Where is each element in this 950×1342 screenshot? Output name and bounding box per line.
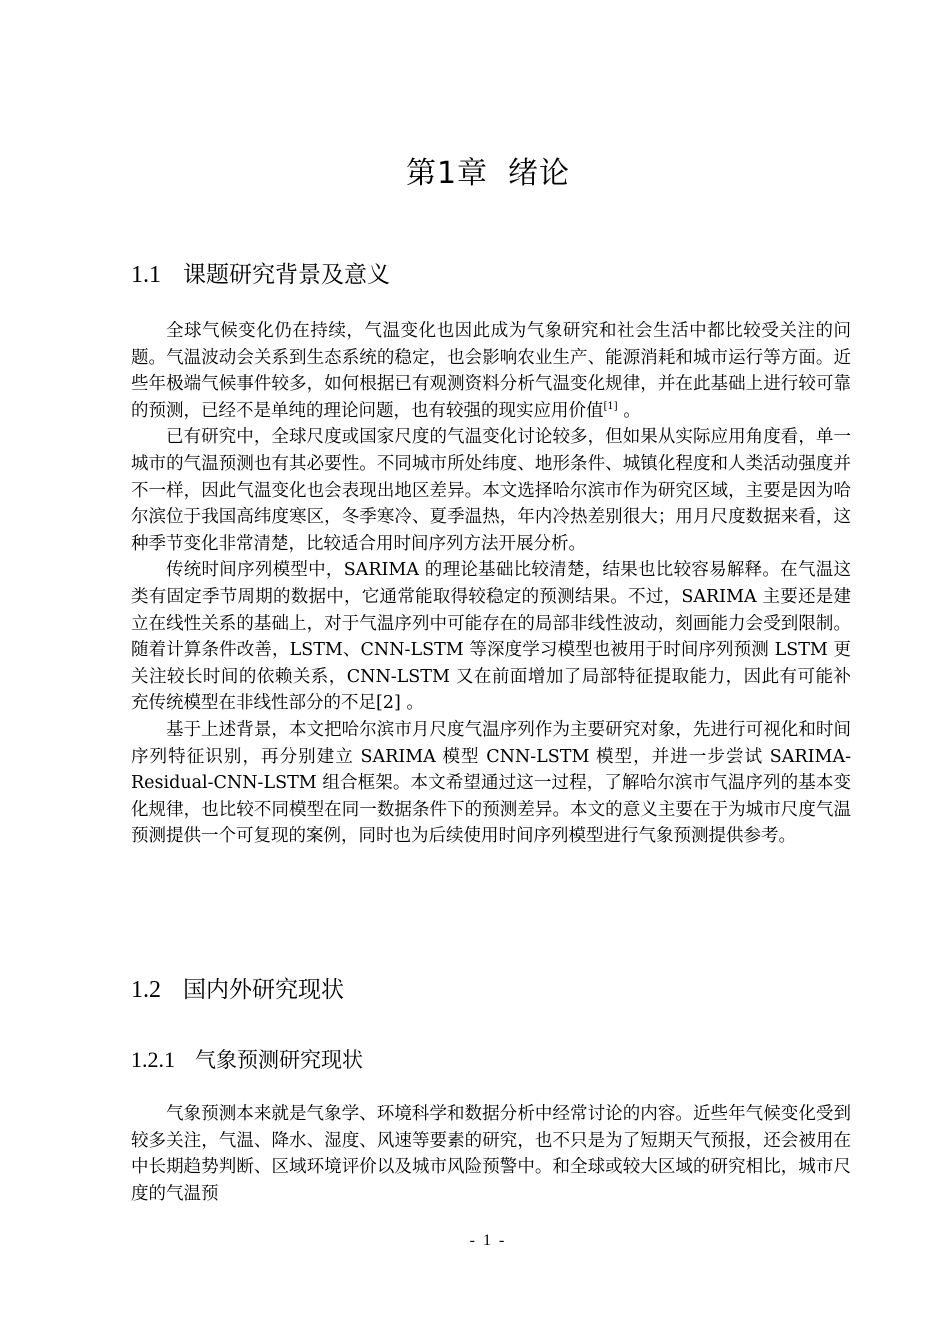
section-heading-1-1: [131, 260, 390, 290]
section-1-1-body: [131, 318, 851, 850]
section-title: 国内外研究现状: [183, 977, 344, 1003]
page-number: - 1 -: [469, 1232, 507, 1249]
subsection-number: 1.2.1: [131, 1047, 175, 1072]
paragraph: 已有研究中，全球尺度或国家尺度的气温变化讨论较多，但如果从实际应用角度看，单一城市的气温预测也有其必要性。不同城市所处纬度、地形条件、城镇化程度和人类活动强度并不一样，因此气温变化也会表现出地区差异。本文选择哈尔滨市作为研究区域，主要是因为哈尔滨位于我国高纬度寒区，冬季寒冷、夏季温热，年内冷热差别很大；用月尺度数据来看，这种季节变化非常清楚，比较适合用时间序列方法开展分析。: [131, 427, 851, 554]
section-number: 1.2: [131, 977, 161, 1003]
paragraph: 基于上述背景，本文把哈尔滨市月尺度气温序列作为主要研究对象，先进行可视化和时间序列特征识别，再分别建立 SARIMA 模型 CNN-LSTM 模型，并进一步尝试 SARIMA-Residual-CNN-LSTM 组合框架。本文希望通过这一过程，了解哈尔滨市气温序列的基本变化规律，也比较不同模型在同一数据条件下的预测差异。本文的意义主要在于为城市尺度气温预测提供一个可复现的案例，同时也为后续使用时间序列模型进行气象预测提供参考。: [131, 719, 851, 847]
subsection-title: 气象预测研究现状: [195, 1048, 363, 1072]
section-heading-1-2: [131, 975, 344, 1005]
paragraph-tail: 。: [617, 400, 641, 421]
paragraph: 气象预测本来就是气象学、环境科学和数据分析中经常讨论的内容。近些年气候变化受到较多关注，气温、降水、湿度、风速等要素的研究，也不只是为了短期天气预报，还会被用在中长期趋势判断、区域环境评价以及城市风险预警中。和全球或较大区域的研究相比，城市尺度的气温预: [131, 1104, 851, 1204]
section-number: 1.1: [131, 262, 161, 288]
chapter-title-text: 绪论: [508, 156, 571, 191]
chapter-title: [0, 152, 950, 196]
section-title: 课题研究背景及意义: [183, 262, 390, 288]
paragraph-text: 全球气候变化仍在持续，气温变化也因此成为气象研究和社会生活中都比较受关注的问题。气温波动会关系到生态系统的稳定，也会影响农业生产、能源消耗和城市运行等方面。近些年极端气候事件较多，如何根据已有观测资料分析气温变化规律，并在此基础上进行较可靠的预测，已经不是单纯的理论问题，也有较强的现实应用价值: [131, 321, 851, 421]
chapter-number: 第1章: [405, 156, 489, 191]
section-1-2-1-body: [131, 1101, 851, 1207]
paragraph: 传统时间序列模型中，SARIMA 的理论基础比较清楚，结果也比较容易解释。在气温这类有固定季节周期的数据中，它通常能取得较稳定的预测结果。不过，SARIMA 主要还是建立在线性关系的基础上，对于气温序列中可能存在的局部非线性波动，刻画能力会受到限制。随着计算条件改善，LSTM、CNN-LSTM 等深度学习模型也被用于时间序列预测 LSTM 更关注较长时间的依赖关系，CNN-LSTM 又在前面增加了局部特征提取能力，因此有可能补充传统模型在非线性部分的不足[2] 。: [131, 560, 851, 714]
subsection-heading-1-2-1: [131, 1046, 363, 1074]
citation: [1]: [603, 400, 618, 412]
paragraph: [131, 318, 851, 424]
